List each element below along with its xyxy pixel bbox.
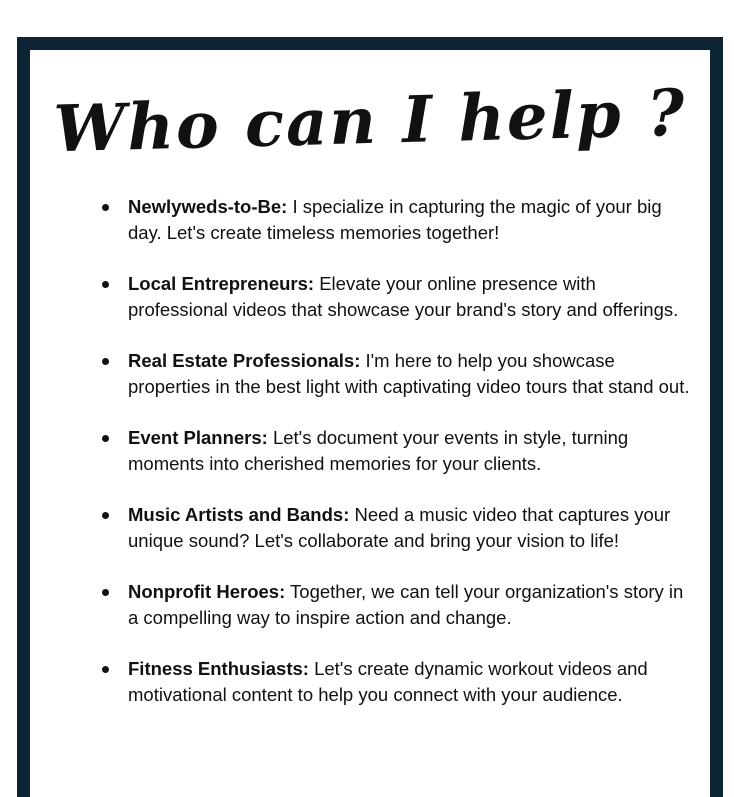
content-panel — [30, 50, 710, 797]
bullet-icon — [102, 358, 109, 365]
bullet-icon — [102, 512, 109, 519]
item-term: Event Planners: — [128, 427, 268, 448]
bullet-icon — [102, 666, 109, 673]
list-item — [100, 656, 690, 707]
list-item — [100, 579, 690, 630]
list-item — [100, 425, 690, 476]
item-text: Let's document your events in style, turning moments into cherished memories for your clients. — [128, 427, 629, 474]
item-text: Elevate your online presence with professional videos that showcase your brand's story and offerings. — [128, 273, 679, 320]
item-text: Let's create dynamic workout videos and motivational content to help you connect with your audience. — [128, 658, 648, 705]
item-term: Music Artists and Bands: — [128, 504, 350, 525]
dark-frame — [17, 37, 723, 797]
audience-list — [100, 194, 690, 733]
item-text: Together, we can tell your organization's story in a compelling way to inspire action and change. — [128, 581, 684, 628]
item-text: Need a music video that captures your unique sound? Let's collaborate and bring your vision to life! — [128, 504, 671, 551]
bullet-icon — [102, 204, 109, 211]
bullet-icon — [102, 281, 109, 288]
item-term: Nonprofit Heroes: — [128, 581, 286, 602]
page-title: Who can I help ? — [52, 75, 688, 168]
item-term: Fitness Enthusiasts: — [128, 658, 309, 679]
list-item — [100, 271, 690, 322]
item-text: I'm here to help you showcase properties in the best light with captivating video tours that stand out. — [128, 350, 690, 397]
list-item — [100, 194, 690, 245]
bullet-icon — [102, 589, 109, 596]
item-term: Real Estate Professionals: — [128, 350, 361, 371]
list-item — [100, 348, 690, 399]
list-item — [100, 502, 690, 553]
item-term: Local Entrepreneurs: — [128, 273, 315, 294]
item-term: Newlyweds-to-Be: — [128, 196, 288, 217]
item-text: I specialize in capturing the magic of your big day. Let's create timeless memories together! — [128, 196, 662, 243]
bullet-icon — [102, 435, 109, 442]
